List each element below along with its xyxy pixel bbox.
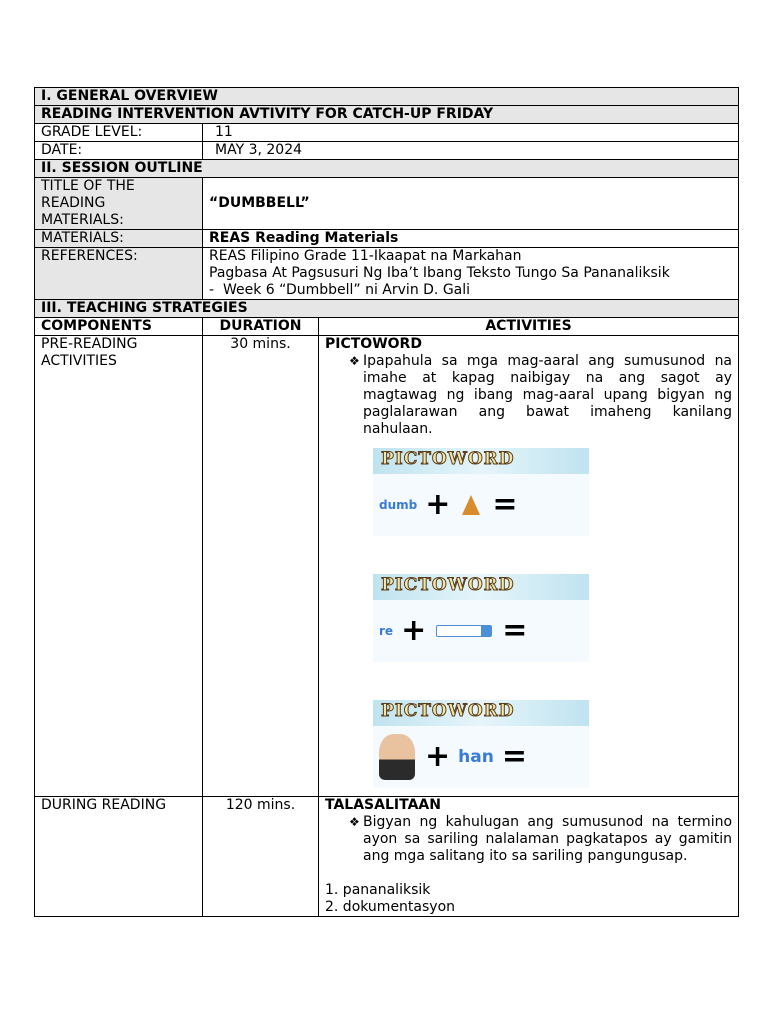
equals-sign: = [492, 487, 518, 522]
date-value: MAY 3, 2024 [203, 142, 739, 160]
components-header: COMPONENTS [35, 318, 203, 336]
talasalitaan-title: TALASALITAAN [325, 797, 441, 813]
pre-reading-duration: 30 mins. [203, 336, 319, 797]
pictoword-banner-text: PICTOWORD [381, 701, 515, 721]
grade-level-row [35, 124, 739, 142]
term-item: 1. pananaliksik [325, 882, 431, 898]
title-row [35, 178, 739, 230]
during-reading-row [35, 797, 739, 917]
puzzle-spacer [373, 536, 589, 564]
pictoword-banner [373, 700, 589, 726]
term-item: 2. dokumentasyon [325, 899, 456, 915]
during-reading-activity [319, 797, 739, 917]
during-reading-component: DURING READING [35, 797, 203, 917]
equals-sign: = [502, 613, 528, 648]
date-row [35, 142, 739, 160]
search-bar-icon [436, 625, 492, 637]
reference-line2: Pagbasa At Pagsusuri Ng Iba’t Ibang Teksto Tungo Sa Pananaliksik [209, 265, 670, 281]
references-value [203, 248, 739, 300]
title-label [35, 178, 203, 230]
diamond-bullet-icon: ❖ [349, 815, 360, 829]
equals-sign: = [501, 739, 527, 774]
pictoword-banner-text: PICTOWORD [381, 449, 515, 469]
pre-reading-label-1: PRE-READING [41, 336, 138, 352]
teaching-strategies-heading: III. TEACHING STRATEGIES [35, 300, 739, 318]
plus-sign: + [425, 487, 451, 522]
during-reading-duration: 120 mins. [203, 797, 319, 917]
title-value: “DUMBBELL” [203, 178, 739, 230]
duration-header: DURATION [203, 318, 319, 336]
puzzle-research [373, 600, 589, 662]
references-label: REFERENCES: [35, 248, 203, 300]
title-label-line3: MATERIALS: [41, 212, 124, 228]
lesson-plan-table [34, 87, 739, 917]
pictoword-instruction-text: Ipapahula sa mga mag-aaral ang sumusunod na imahe at kapag naibigay na ang sagot ay magtawag ng ibang mag-aaral upang bigyan ng paglalarawan ang bawat imaheng kanilang nahulaan. [363, 353, 733, 437]
title-label-line1: TITLE OF THE [41, 178, 135, 194]
plus-sign: + [401, 613, 427, 648]
pictoword-instruction [349, 353, 732, 438]
general-overview-row [35, 88, 739, 106]
activities-header: ACTIVITIES [319, 318, 739, 336]
teaching-strategies-row [35, 300, 739, 318]
portrait-icon [379, 734, 415, 780]
grade-level-label: GRADE LEVEL: [35, 124, 203, 142]
talasalitaan-instruction [349, 814, 732, 865]
activity-title-heading: READING INTERVENTION AVTIVITY FOR CATCH-UP FRIDAY [35, 106, 739, 124]
materials-label: MATERIALS: [35, 230, 203, 248]
talasalitaan-instruction-text: Bigyan ng kahulugan ang sumusunod na termino ayon sa sariling nalalaman pagkatapos ay gamitin ang mga salitang ito sa sariling pangungusap. [363, 814, 733, 864]
strategies-header-row [35, 318, 739, 336]
activity-title-row [35, 106, 739, 124]
general-overview-heading: I. GENERAL OVERVIEW [35, 88, 739, 106]
puzzle-word: han [458, 746, 494, 767]
pictoword-puzzles [373, 448, 589, 788]
puzzle-rizal [373, 726, 589, 788]
puzzle-word: dumb [379, 497, 418, 512]
session-outline-row [35, 160, 739, 178]
reference-line1: REAS Filipino Grade 11-Ikaapat na Markahan [209, 248, 522, 264]
pictoword-banner [373, 574, 589, 600]
session-outline-heading: II. SESSION OUTLINE [35, 160, 739, 178]
materials-row [35, 230, 739, 248]
pre-reading-component [35, 336, 203, 797]
bell-icon [462, 495, 480, 515]
plus-sign: + [425, 739, 451, 774]
puzzle-dumbbell [373, 474, 589, 536]
diamond-bullet-icon: ❖ [349, 354, 360, 368]
grade-level-value: 11 [203, 124, 739, 142]
puzzle-spacer [373, 662, 589, 690]
date-label: DATE: [35, 142, 203, 160]
pictoword-title: PICTOWORD [325, 336, 422, 352]
puzzle-word: re [379, 623, 394, 638]
pictoword-banner-text: PICTOWORD [381, 575, 515, 595]
pre-reading-row [35, 336, 739, 797]
pre-reading-activity [319, 336, 739, 797]
pre-reading-label-2: ACTIVITIES [41, 353, 117, 369]
reference-line3: - Week 6 “Dumbbell” ni Arvin D. Gali [209, 282, 471, 298]
materials-value: REAS Reading Materials [203, 230, 739, 248]
title-label-line2: READING [41, 195, 106, 211]
pictoword-banner [373, 448, 589, 474]
references-row [35, 248, 739, 300]
